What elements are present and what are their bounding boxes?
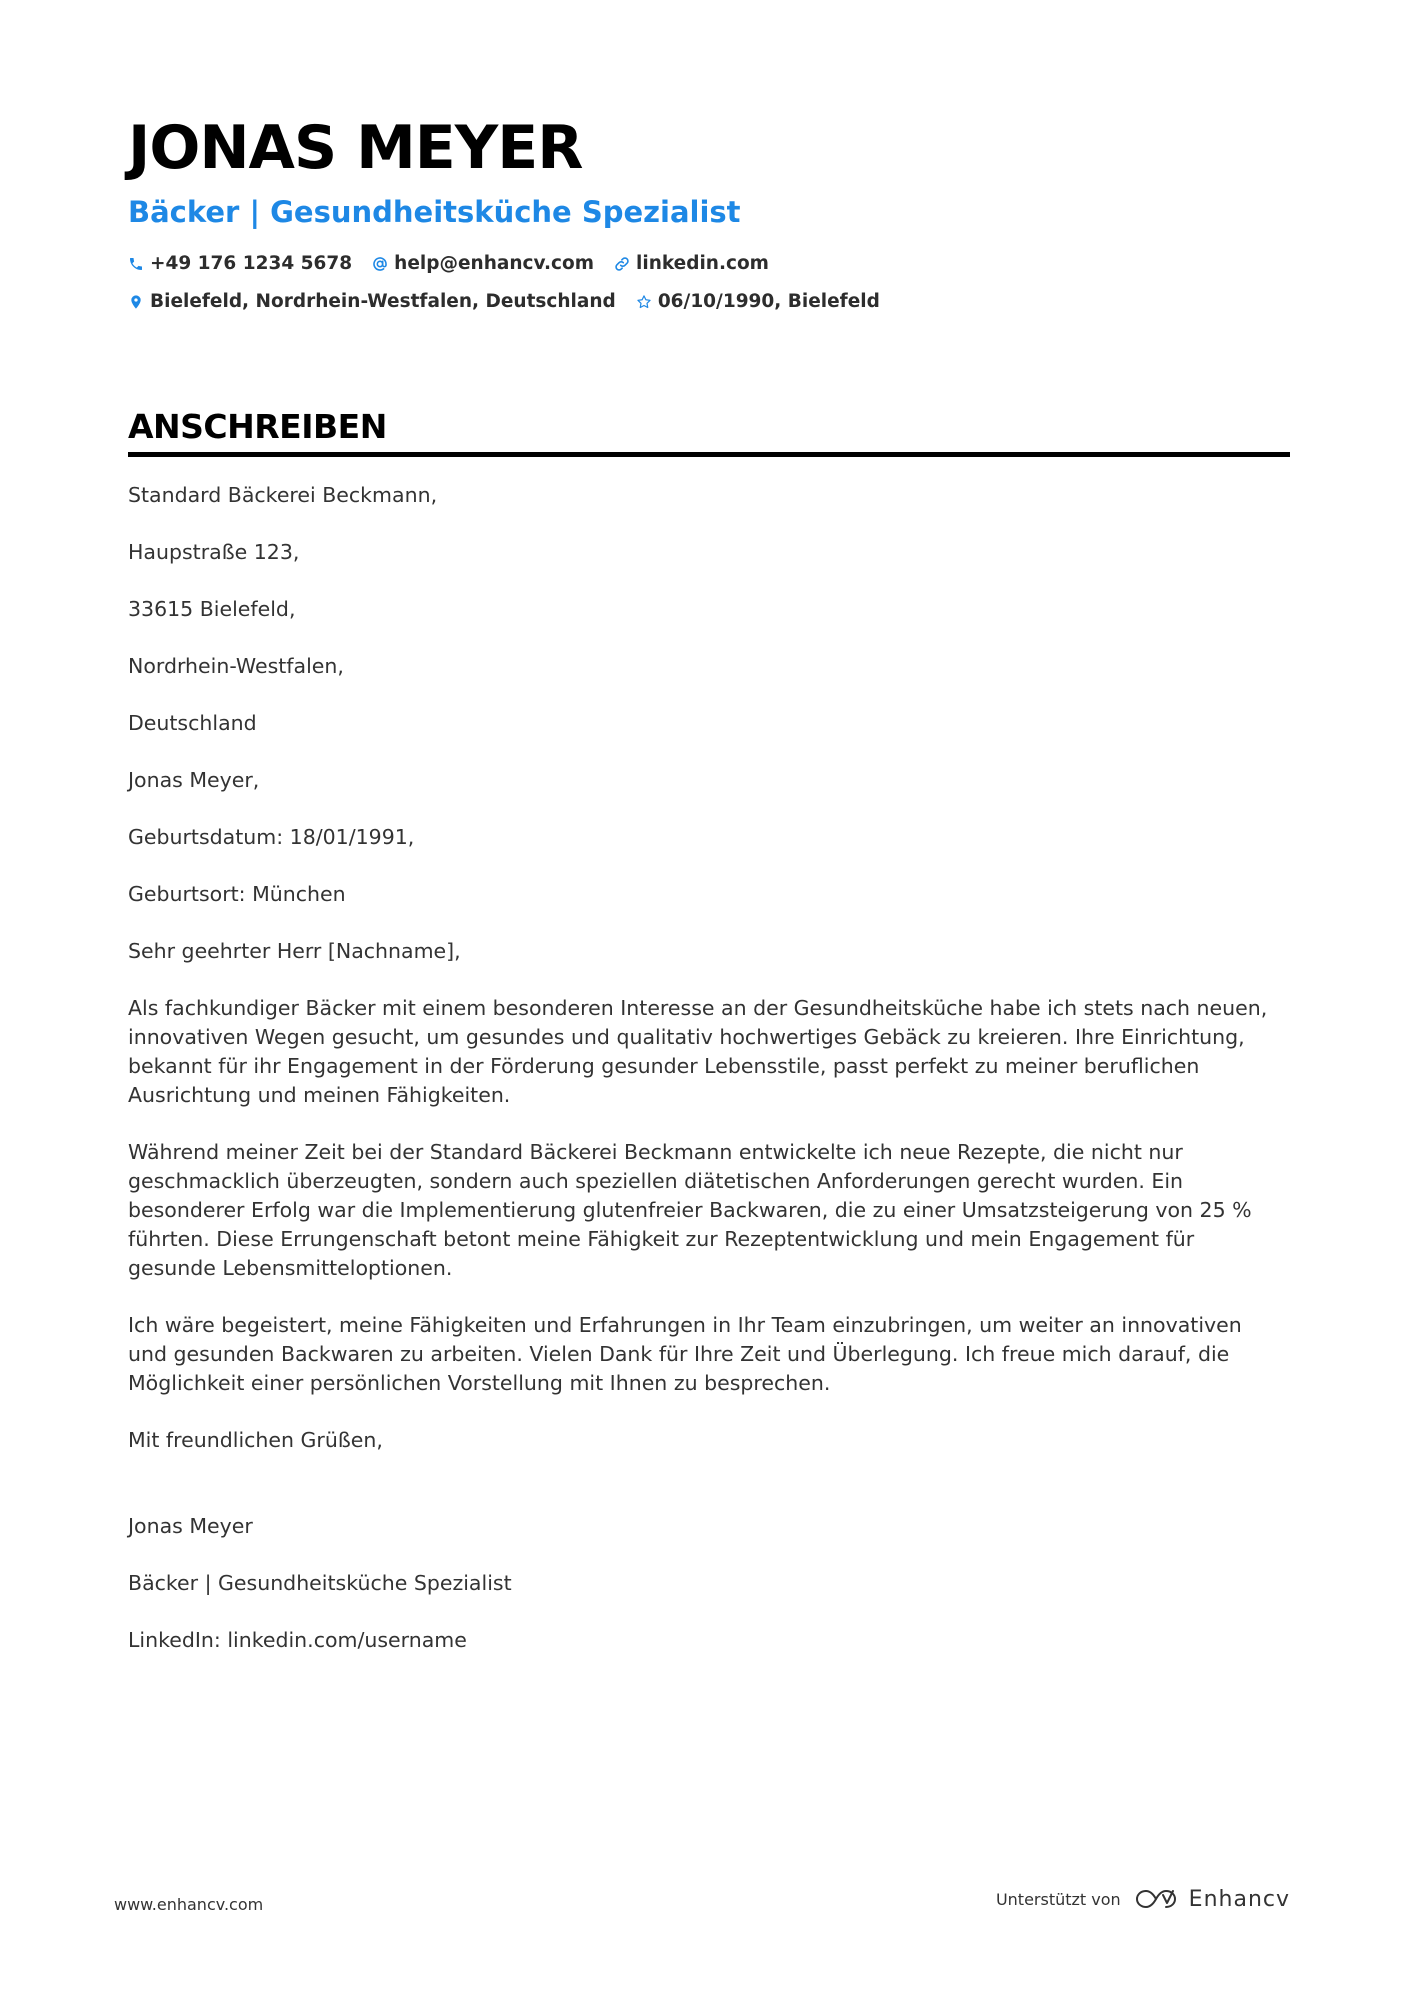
address-line: Jonas Meyer, xyxy=(128,768,260,792)
cover-letter-section xyxy=(128,404,1290,1683)
signature-title: Bäcker | Gesundheitsküche Spezialist xyxy=(128,1571,512,1595)
applicant-title: Bäcker | Gesundheitsküche Spezialist xyxy=(128,195,741,229)
salutation: Sehr geehrter Herr [Nachname], xyxy=(128,939,461,963)
map-pin-icon xyxy=(128,294,144,310)
section-divider xyxy=(128,452,1290,457)
signature-name: Jonas Meyer xyxy=(128,1514,253,1538)
enhancv-logo-icon xyxy=(1133,1886,1179,1912)
brand-name: Enhancv xyxy=(1188,1886,1290,1912)
contact-location xyxy=(128,288,616,316)
powered-by-text: Unterstützt von xyxy=(995,1889,1121,1909)
closing: Mit freundlichen Grüßen, xyxy=(128,1428,383,1452)
birth-text: 06/10/1990, Bielefeld xyxy=(657,291,880,312)
applicant-name: JONAS MEYER xyxy=(128,113,583,183)
contact-list xyxy=(128,250,1238,316)
address-line: Standard Bäckerei Beckmann, xyxy=(128,483,438,507)
footer-branding xyxy=(996,1886,1290,1912)
location-text: Bielefeld, Nordrhein-Westfalen, Deutschland xyxy=(150,291,616,312)
letter-paragraph: Ich wäre begeistert, meine Fähigkeiten und Erfahrungen in Ihr Team einzubringen, um weiter an innovativen und gesunden Backwaren zu arbeiten. Vielen Dank für Ihre Zeit und Überlegung. Ich freue mich darauf, die Möglichkeit einer persönlichen Vorstellung mit Ihnen zu besprechen. xyxy=(128,1313,1242,1395)
contact-birth xyxy=(636,288,880,316)
footer-website[interactable]: www.enhancv.com xyxy=(114,1895,264,1914)
letter-paragraph: Während meiner Zeit bei der Standard Bäckerei Beckmann entwickelte ich neue Rezepte, die nicht nur geschmacklich überzeugten, sondern auch speziellen diätetischen Anforderungen gerecht wurden. Ein besonderer Erfolg war die Implementierung glutenfreier Backwaren, die zu einer Umsatzsteigerung von 25 % führten. Diese Errungenschaft betont meine Fähigkeit zur Rezeptentwicklung und mein Engagement für gesunde Lebensmitteloptionen. xyxy=(128,1140,1252,1280)
header xyxy=(128,110,1288,316)
signature-linkedin: LinkedIn: linkedin.com/username xyxy=(128,1628,467,1652)
contact-email[interactable] xyxy=(372,250,594,278)
email-text: help@enhancv.com xyxy=(394,253,595,274)
contact-linkedin[interactable] xyxy=(614,250,769,278)
brand-logo[interactable] xyxy=(1133,1886,1290,1912)
section-title: ANSCHREIBEN xyxy=(128,407,387,446)
address-line: Deutschland xyxy=(128,711,257,735)
star-icon xyxy=(636,294,652,310)
letter-paragraph: Als fachkundiger Bäcker mit einem besonderen Interesse an der Gesundheitsküche habe ich stets nach neuen, innovativen Wegen gesucht, um gesundes und qualitativ hochwertiges Gebäck zu kreieren. Ihre Einrichtung, bekannt für ihr Engagement in der Förderung gesunder Lebensstile, passt perfekt zu meiner beruflichen Ausrichtung und meinen Fähigkeiten. xyxy=(128,996,1268,1107)
at-icon xyxy=(372,256,388,272)
address-line: Nordrhein-Westfalen, xyxy=(128,654,344,678)
letter-body xyxy=(128,481,1290,1655)
linkedin-text: linkedin.com xyxy=(636,253,769,274)
phone-icon xyxy=(128,256,144,272)
address-line: 33615 Bielefeld, xyxy=(128,597,296,621)
link-icon xyxy=(614,256,630,272)
address-line: Haupstraße 123, xyxy=(128,540,300,564)
address-line: Geburtsort: München xyxy=(128,882,346,906)
address-line: Geburtsdatum: 18/01/1991, xyxy=(128,825,415,849)
phone-text: +49 176 1234 5678 xyxy=(150,253,353,274)
contact-phone xyxy=(128,250,352,278)
